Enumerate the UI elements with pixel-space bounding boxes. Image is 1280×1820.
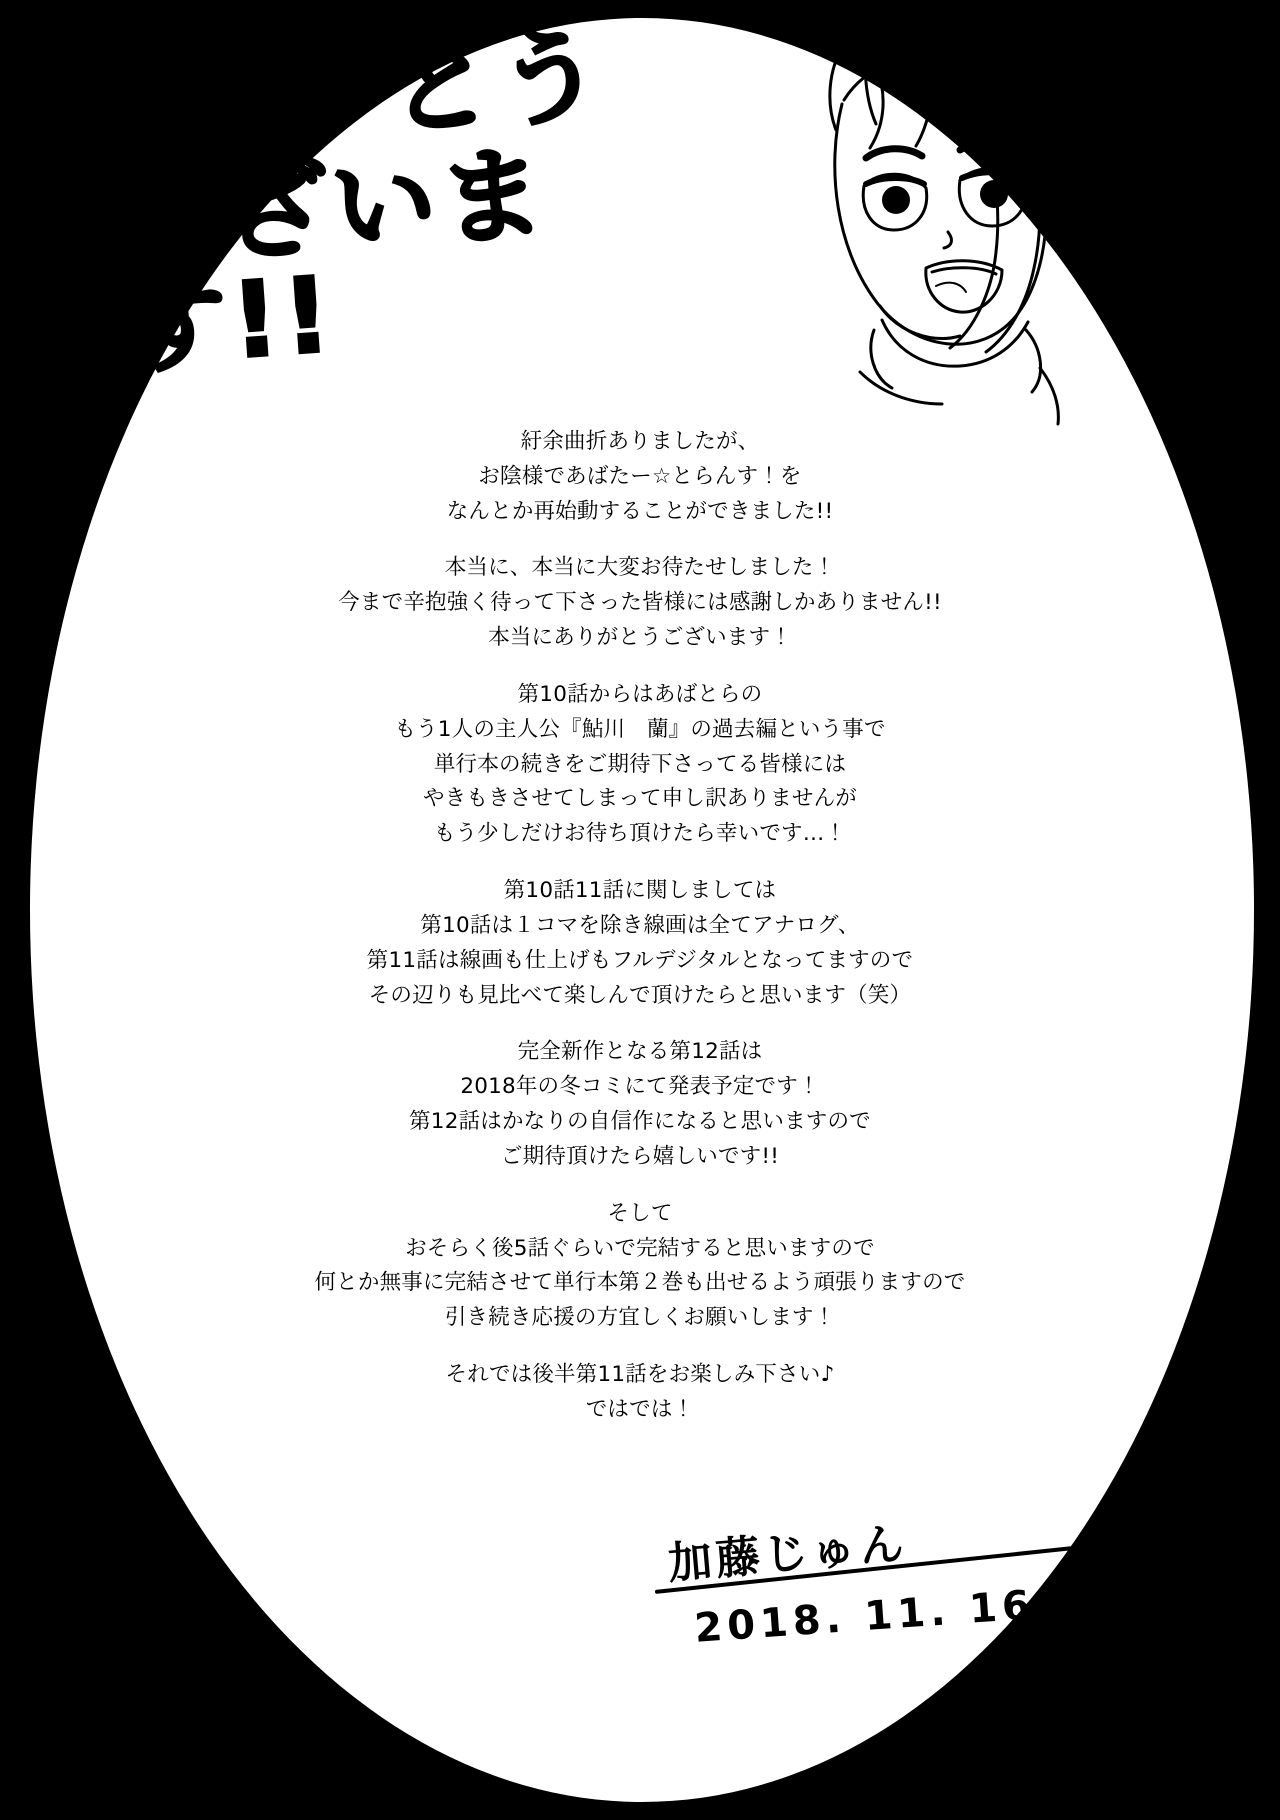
body-line: 2018年の冬コミにて発表予定です！: [460, 1074, 820, 1100]
body-line: 本当に、本当に大変お待たせしました！: [444, 555, 836, 581]
body-line: 紆余曲折ありましたが、: [520, 429, 760, 454]
body-line: 今まで辛抱強く待って下さった皆様には感謝しかありません!!: [338, 590, 942, 616]
signature-block: [655, 1518, 1095, 1708]
paragraph: [140, 1035, 1140, 1174]
body-line: 第10話からはあばとらの: [517, 681, 763, 707]
body-line: おそらく後5話ぐらいで完結すると思いますので: [405, 1235, 875, 1261]
body-line: 引き続き応援の方宜しくお願いします！: [444, 1305, 836, 1331]
body-line: 単行本の続きをご期待下さってる皆様には: [433, 751, 847, 777]
paragraph: [140, 678, 1140, 852]
body-line: そして: [607, 1200, 673, 1226]
body-line: やきもきさせてしまって申し訳ありませんが: [422, 786, 857, 812]
headline-line-1: ありがとう: [54, 13, 612, 174]
body-line: 第12話はかなりの自信作になると思いますので: [409, 1109, 871, 1135]
body-line: 完全新作となる第12話は: [517, 1039, 763, 1065]
paragraph: [140, 425, 1140, 529]
body-line: 何とか無事に完結させて単行本第２巻も出せるよう頑張りますので: [314, 1270, 966, 1296]
body-line: ご期待頂けたら嬉しいです!!: [500, 1143, 780, 1169]
paragraph: [140, 1197, 1140, 1336]
body-line: 第11話は線画も仕上げもフルデジタルとなってますので: [366, 947, 914, 973]
paragraph: [140, 1358, 1140, 1428]
body-line: もう1人の主人公『鮎川 蘭』の過去編という事で: [394, 716, 886, 742]
girl-with-ponytail-line-art: [630, 0, 1100, 450]
body-line: なんとか再始動することができました!!: [446, 498, 834, 524]
body-line: お陰様であばたー☆とらんす！を: [478, 463, 802, 489]
body-line: 本当にありがとうございます！: [488, 625, 792, 651]
paragraph: [140, 551, 1140, 655]
headline-line-2: ございます!!: [112, 132, 552, 390]
author-signature: 加藤じゅん: [665, 1518, 910, 1590]
body-line: ではでは！: [585, 1396, 695, 1422]
afterword-body: [140, 425, 1140, 1428]
paragraph: [140, 874, 1140, 1013]
body-line: その辺りも見比べて楽しんで頂けたらと思います（笑）: [368, 982, 912, 1008]
body-line: 第10話は１コマを除き線画は全てアナログ、: [420, 912, 860, 938]
body-line: もう少しだけお待ち頂けたら幸いです…！: [433, 821, 847, 847]
body-line: 第10話11話に関しましては: [503, 878, 777, 904]
body-line: それでは後半第11話をお楽しみ下さい♪: [445, 1362, 835, 1388]
signature-date: 2018. 11. 16: [693, 1582, 1037, 1652]
